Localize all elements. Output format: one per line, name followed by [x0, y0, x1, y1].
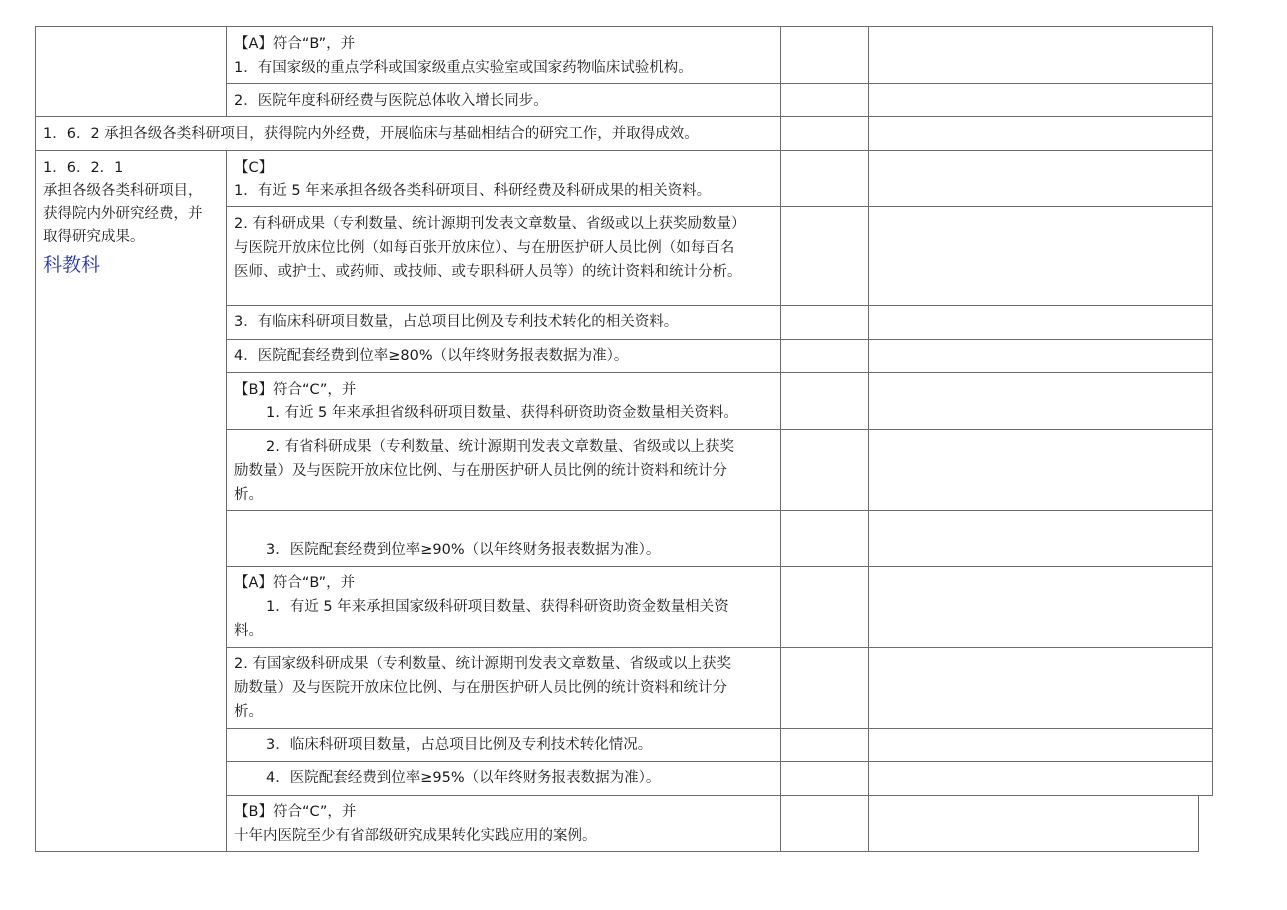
table-border-right	[1212, 26, 1213, 795]
grade-c-item: 4．医院配套经费到位率≥80%（以年终财务报表数据为准）。	[234, 348, 629, 364]
item-number: 1．6．2．1	[43, 160, 124, 176]
grade-b2-heading: 【B】符合“C”，并	[234, 804, 357, 820]
row-line	[35, 26, 1213, 27]
grade-c-heading: 【C】	[234, 160, 274, 176]
row-line	[226, 761, 1213, 762]
grade-a-item: 2．医院年度科研经费与医院总体收入增长同步。	[234, 93, 548, 109]
row-line	[226, 83, 1213, 84]
grade-c-item: 3．有临床科研项目数量，占总项目比例及专利技术转化的相关资料。	[234, 314, 679, 330]
table-divider-col1	[226, 150, 227, 852]
row-line	[226, 429, 1213, 430]
grade-c-item: 医师、或护士、或药师、或技师、或专职科研人员等）的统计资料和统计分析。	[234, 264, 742, 280]
grade-a-heading: 【A】符合“B”，并	[234, 36, 356, 52]
row-line	[226, 510, 1213, 511]
grade-b2-item: 十年内医院至少有省部级研究成果转化实践应用的案例。	[234, 828, 597, 844]
table-border-bottom	[35, 851, 1199, 852]
grade-b-item: 1. 有近 5 年来承担省级科研项目数量、获得科研资助资金数量相关资料。	[266, 405, 738, 421]
row-line	[35, 116, 1213, 117]
department-label: 科教科	[43, 254, 101, 276]
grade-b-item: 析。	[234, 487, 263, 503]
grade-a-item: 1．有近 5 年来承担国家级科研项目数量、获得科研资助资金数量相关资	[266, 599, 729, 615]
grade-a-item: 料。	[234, 623, 263, 639]
grade-a-item: 1．有国家级的重点学科或国家级重点实验室或国家药物临床试验机构。	[234, 60, 693, 76]
row-line	[226, 795, 1213, 796]
grade-b-heading: 【B】符合“C”，并	[234, 382, 357, 398]
grade-a-item: 4．医院配套经费到位率≥95%（以年终财务报表数据为准）。	[266, 770, 661, 786]
grade-a-item: 3．临床科研项目数量，占总项目比例及专利技术转化情况。	[266, 737, 653, 753]
grade-c-item: 2. 有科研成果（专利数量、统计源期刊发表文章数量、省级或以上获奖励数量）	[234, 216, 746, 232]
grade-a-item: 析。	[234, 704, 263, 720]
grade-a-item: 2. 有国家级科研成果（专利数量、统计源期刊发表文章数量、省级或以上获奖	[234, 656, 731, 672]
row-line	[226, 305, 1213, 306]
standard-title: 1．6．2 承担各级各类科研项目，获得院内外经费，开展临床与基础相结合的研究工作，并取得成效。	[43, 126, 699, 142]
item-title: 取得研究成果。	[43, 229, 145, 245]
grade-b-item: 励数量）及与医院开放床位比例、与在册医护研人员比例的统计资料和统计分	[234, 463, 727, 479]
item-title: 承担各级各类科研项目，	[43, 183, 203, 199]
table-border-right-last	[1198, 795, 1199, 852]
grade-a-item: 励数量）及与医院开放床位比例、与在册医护研人员比例的统计资料和统计分	[234, 680, 727, 696]
row-line	[226, 339, 1213, 340]
grade-c-item: 与医院开放床位比例（如每百张开放床位）、与在册医护研人员比例（如每百名	[234, 240, 735, 256]
grade-c-item: 1．有近 5 年来承担各级各类科研项目、科研经费及科研成果的相关资料。	[234, 183, 712, 199]
row-line	[226, 206, 1213, 207]
grade-a-heading: 【A】符合“B”，并	[234, 575, 356, 591]
grade-b-item: 3．医院配套经费到位率≥90%（以年终财务报表数据为准）。	[266, 542, 661, 558]
row-line	[35, 150, 1213, 151]
item-title: 获得院内外研究经费，并	[43, 206, 203, 222]
row-line	[226, 728, 1213, 729]
grade-b-item: 2. 有省科研成果（专利数量、统计源期刊发表文章数量、省级或以上获奖	[266, 439, 734, 455]
row-line	[226, 372, 1213, 373]
row-line	[226, 647, 1213, 648]
table-divider-col1	[226, 26, 227, 117]
row-line	[226, 566, 1213, 567]
